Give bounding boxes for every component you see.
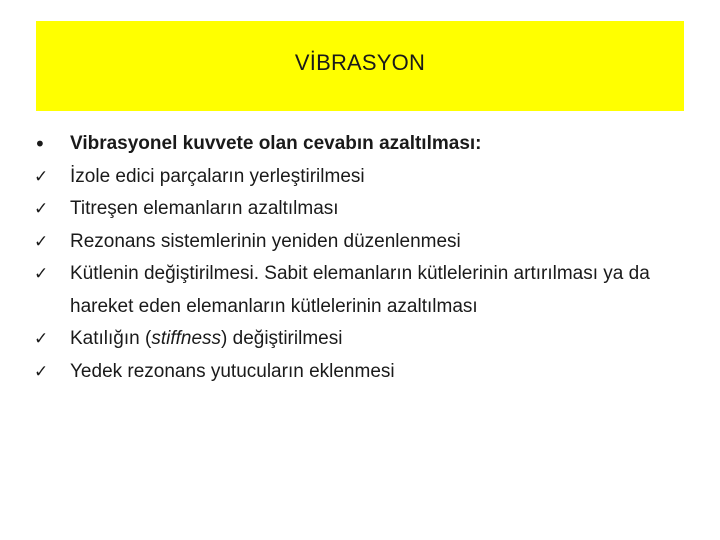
checkmark-icon: ✓: [34, 231, 49, 252]
checkmark-icon: ✓: [34, 264, 49, 284]
checkmark-icon: ✓: [34, 166, 49, 187]
checkmark-icon: ✓: [34, 199, 49, 219]
list-item-text: Vibrasyonel kuvvete olan cevabın azaltılması:: [70, 133, 482, 154]
list-item-text: Yedek rezonans yutucuların eklenmesi: [70, 360, 395, 382]
list-item-text: İzole edici parçaların yerleştirilmesi: [70, 165, 365, 187]
list-item-text: Rezonans sistemlerinin yeniden düzenlenmesi: [70, 230, 461, 252]
list-item: [34, 356, 684, 389]
list-item-text-after: ) değiştirilmesi: [221, 328, 343, 349]
bullet-dot-icon: •: [34, 132, 46, 156]
list-item-text-italic: stiffness: [151, 328, 222, 349]
checkmark-icon: ✓: [34, 361, 49, 382]
list-item: [34, 258, 684, 323]
list-item-heading: [34, 128, 684, 161]
list-item-text-before: Katılığın (: [70, 328, 152, 349]
list-item-text: Kütlenin değiştirilmesi. Sabit elemanların kütlelerinin artırılması ya da hareket eden elemanların kütlelerinin azaltılması: [70, 263, 650, 317]
title-banner: [36, 21, 684, 111]
bullet-list: [34, 128, 684, 388]
list-item: [34, 193, 684, 226]
page-title: VİBRASYON: [294, 50, 426, 75]
list-item-text: Titreşen elemanların azaltılması: [70, 198, 339, 219]
checkmark-icon: ✓: [34, 329, 49, 349]
list-item: [34, 323, 684, 356]
list-item: [34, 161, 684, 194]
list-item: [34, 226, 684, 259]
